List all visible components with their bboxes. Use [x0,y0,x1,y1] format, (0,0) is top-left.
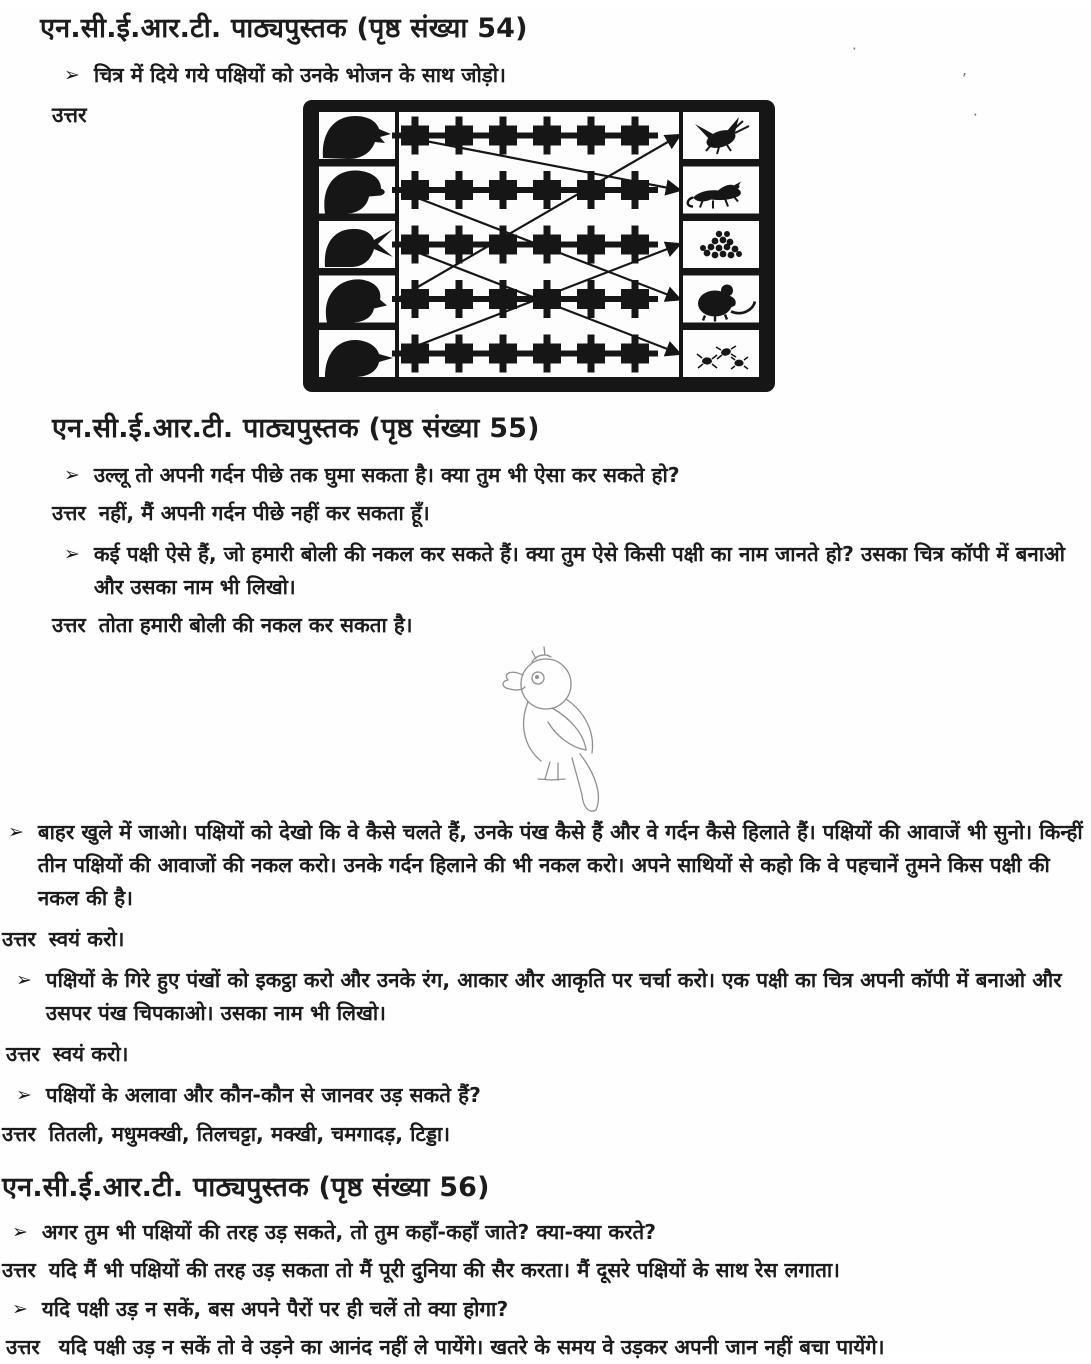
question-text: बाहर खुले में जाओ। पक्षियों को देखो कि वे कैसे चलते हैं, उनके पंख कैसे हैं और वे गर्दन कैसे हिलाते हैं। पक्षियों की आवाजें भी सुनो। किन्हीं तीन पक्षियों की आवाजों की नकल करो। उनके गर्दन हिलाने की भी नकल करो। अपने साथियों से कहो कि वे पहचानें तुमने किस पक्षी की नकल की है। [37,820,1083,910]
question-collect-feathers [16,964,1065,1030]
question-text: यदि पक्षी उड़ न सकें, बस अपने पैरों पर ही चलें तो क्या होगा? [41,1297,509,1321]
answer-birds-cannot-fly [6,1331,1051,1364]
bullet-arrow-icon: ➢ [64,64,80,86]
question-text: चित्र में दिये गये पक्षियों को उनके भोजन के साथ जोड़ो। [93,63,506,87]
answer-text: स्वयं करो। [52,1042,129,1066]
answer-label: उत्तर [2,1258,36,1282]
section-heading-page-55: एन.सी.ई.आर.टी. पाठ्यपुस्तक (पृष्ठ संख्या 55) [52,413,540,444]
answer-text: यदि मैं भी पक्षियों की तरह उड़ सकता तो मैं पूरी दुनिया की सैर करता। मैं दूसरे पक्षियों के साथ रेस लगाता। [48,1258,840,1282]
question-mimic-bird [64,538,1077,604]
answer-label: उत्तर [2,927,36,951]
scan-speck: · [973,106,978,124]
matching-puzzle-image [303,100,775,392]
question-observe-birds [8,816,1087,915]
answer-observe-birds [2,923,1061,956]
bullet-arrow-icon: ➢ [8,821,24,843]
parrot-pencil-sketch [448,642,698,814]
answer-label: उत्तर [2,1122,36,1146]
answer-text: यदि पक्षी उड़ न सकें तो वे उड़ने का आनंद नहीं ले पायेंगे। खतरे के समय वे उड़कर अपनी जान नहीं बचा पायेंगे। [58,1335,885,1359]
scan-speck: · [852,40,857,58]
answer-label: उत्तर [52,501,86,525]
section-heading-page-56: एन.सी.ई.आर.टी. पाठ्यपुस्तक (पृष्ठ संख्या 56) [2,1172,490,1203]
answer-label: उत्तर [52,103,87,127]
bullet-arrow-icon: ➢ [16,1084,32,1106]
answer-if-you-could-fly [2,1254,1083,1287]
answer-label: उत्तर [6,1042,40,1066]
answer-label: उत्तर [52,613,86,637]
question-text: पक्षियों के गिरे हुए पंखों को इकट्ठा करो और उनके रंग, आकार और आकृति पर चर्चा करो। एक पक्षी का चित्र अपनी कॉपी में बनाओ और उसपर पंख चिपकाओ। उसका नाम भी लिखो। [45,968,1062,1025]
answer-collect-feathers [6,1038,1061,1071]
answer-figure-row [0,100,1091,392]
answer-text: स्वयं करो। [48,927,125,951]
section-heading-page-54: एन.सी.ई.आर.टी. पाठ्यपुस्तक (पृष्ठ संख्या 54) [40,13,528,44]
question-text: अगर तुम भी पक्षियों की तरह उड़ सकते, तो तुम कहाँ-कहाँ जाते? क्या-क्या करते? [41,1220,657,1244]
answer-text: तोता हमारी बोली की नकल कर सकता है। [98,613,413,637]
bird-food-matching-figure [303,100,775,392]
parrot-sketch-figure [448,642,698,814]
question-if-you-could-fly [12,1216,1041,1249]
question-text: कई पक्षी ऐसे हैं, जो हमारी बोली की नकल कर सकते हैं। क्या तुम ऐसे किसी पक्षी का नाम जानते हो? उसका चित्र कॉपी में बनाओ और उसका नाम भी लिखो। [93,542,1065,599]
question-owl-neck [64,459,1061,492]
bullet-arrow-icon: ➢ [64,464,80,486]
answer-owl-neck [52,497,1061,530]
question-birds-cannot-fly [12,1293,1061,1326]
question-text: पक्षियों के अलावा और कौन-कौन से जानवर उड़ सकते हैं? [45,1083,481,1107]
answer-text: नहीं, मैं अपनी गर्दन पीछे नहीं कर सकता हूँ। [98,501,430,525]
bullet-arrow-icon: ➢ [12,1221,28,1243]
bullet-arrow-icon: ➢ [12,1298,28,1320]
answer-text: तितली, मधुमक्खी, तिलचट्टा, मक्खी, चमगादड़, टिड्डा। [48,1122,451,1146]
answer-mimic-bird [52,609,1061,642]
question-text: उल्लू तो अपनी गर्दन पीछे तक घुमा सकता है। क्या तुम भी ऐसा कर सकते हो? [93,463,680,487]
question-match-birds-food [64,59,1031,92]
question-other-flying-animals [16,1079,1061,1112]
bullet-arrow-icon: ➢ [16,969,32,991]
scan-speck: ’ [962,70,967,88]
bullet-arrow-icon: ➢ [64,543,80,565]
answer-label: उत्तर [6,1335,40,1359]
answer-other-flying-animals [2,1118,1061,1151]
scanned-textbook-page [0,8,1091,1359]
